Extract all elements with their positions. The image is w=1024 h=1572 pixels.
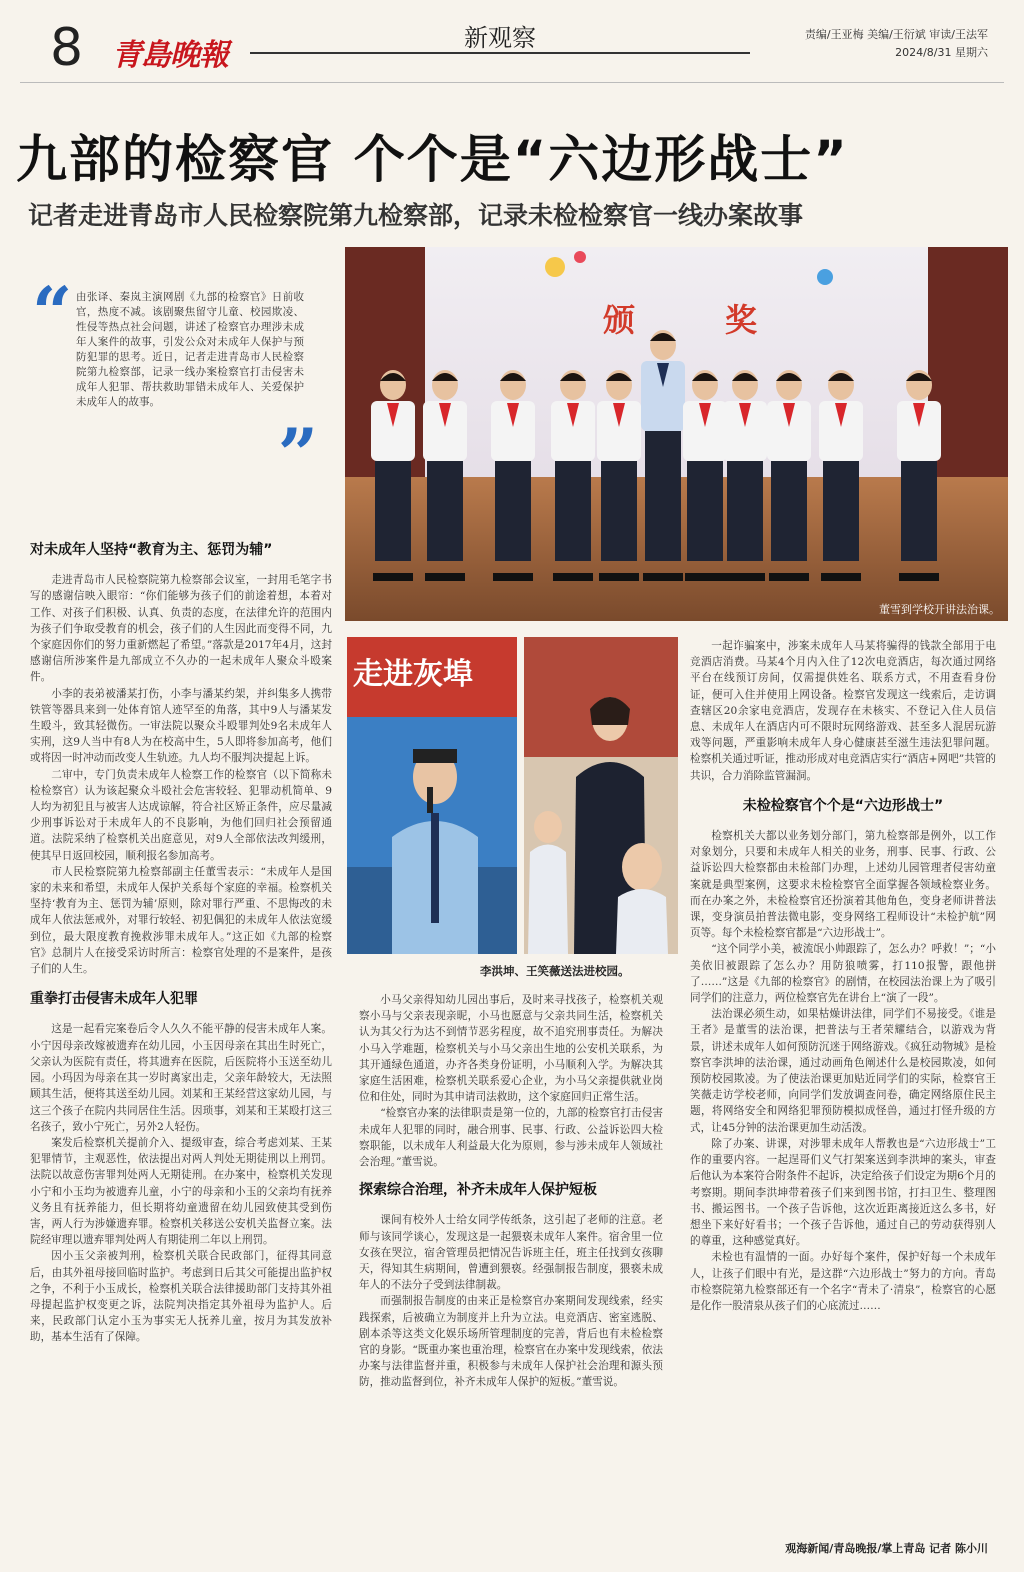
paragraph: 一起诈骗案中，涉案未成年人马某将骗得的钱款全部用于电竞酒店消费。马某4个月内入住了12次电竞酒店，每次通过网络平台在线预订房间，仅需提供姓名、联系方式，不用查看身份证，便可入住并使用上网设备。检察官发现这一线索后，走访调查辖区20余家电竞酒店，发现存在未核实、不登记入住人员信息、未成年人在酒店内可不限时玩网络游戏、甚至多人混居玩游戏等问题，严重影响未成年人身心健康甚至滋生违法犯罪问题。检察机关通过听证，推动形成对电竞酒店实行“酒店+网吧”共管的共识，合力消除监管漏洞。 bbox=[690, 640, 996, 782]
banner-text-2: 奖 bbox=[725, 301, 758, 339]
photo-speaker-woman bbox=[524, 637, 678, 954]
photo-speaker-man bbox=[347, 637, 517, 954]
paragraph: 除了办案、讲课，对涉罪未成年人帮教也是“六边形战士”工作的重要内容。一起逞哥们义气打架案送到李洪坤的案头，审查后他认为本案符合附条件不起诉，决定给孩子们设定为期6个月的考察期。期间李洪坤带着孩子们来到图书馆，打扫卫生、整理图书、搬运图书。一个孩子告诉他，这次近距离接近这么多书，好想坐下来好好看书；一个孩子告诉他，通过自己的劳动获得别人的尊重，这种感觉真好。 bbox=[690, 1137, 996, 1248]
quote-close-icon: ” bbox=[277, 413, 318, 496]
award-ceremony-illustration bbox=[345, 247, 1008, 621]
credits bbox=[805, 26, 988, 62]
quote-open-icon: “ bbox=[32, 271, 73, 354]
byline: 观海新闻/青岛晚报/掌上青岛 记者 陈小川 bbox=[785, 1542, 988, 1555]
paragraph: 法治课必须生动，如果枯燥讲法律，同学们不易接受。《谁是王者》是董雪的法治课，把普法与王者荣耀结合，以游戏为背景，讲述未成年人如何预防沉迷于网络游戏。《疯狂动物城》是检察官李洪坤的法治课，通过动画角色阐述什么是校园欺凌，如何预防校园欺凌。为了使法治课更加贴近同学们的实际，检察官王笑薇走访学校老师，向同学们发放调查问卷，确定网络原住民主题，将网络安全和网络犯罪预防模拟成怪兽，通过打怪升级的方式，让45分钟的法治课更加生动活泼。 bbox=[690, 1008, 996, 1134]
issue-date: 2024/8/31 星期六 bbox=[895, 46, 988, 59]
paragraph: 二审中，专门负责未成年人检察工作的检察官（以下简称未检检察官）认为该起聚众斗殴社会危害较轻、犯罪动机简单、9人均为初犯且与被害人达成谅解，符合社区矫正条件，应尽量减少刑事诉讼对于未成年人的不良影响，为他们回归社会预留通道。法院采纳了检察机关出庭意见，对9人全部依法改判缓刑，使其早日返回校园，顺利报名参加高考。 bbox=[30, 768, 332, 862]
section-heading-4: 未检检察官个个是“六边形战士” bbox=[742, 797, 944, 814]
column-3 bbox=[690, 638, 996, 1538]
section-rule bbox=[250, 52, 750, 54]
section-heading-3: 探索综合治理，补齐未成年人保护短板 bbox=[359, 1182, 597, 1199]
paragraph: 因小玉父亲被判刑，检察机关联合民政部门，征得其同意后，由其外祖母接回临时监护。考虑到日后其父可能提出监护权之争，不利于小玉成长，检察机关联合法律援助部门支持其外祖母提起监护权变更之诉，法院判决指定其外祖母为监护人。后来，民政部门认定小玉为事实无人抚养儿童，按月为其发放补助，基本生活有了保障。 bbox=[30, 1250, 332, 1344]
paragraph: 未检也有温情的一面。办好每个案件，保护好每一个未成年人，让孩子们眼中有光，是这群“六边形战士”努力的方向。青岛市检察院第九检察部还有一个名字“青未了·清泉”，检察官的心愿是化作一股清泉从孩子们的心底流过…… bbox=[690, 1251, 996, 1312]
masthead bbox=[0, 0, 1024, 80]
banner-walk-in: 走进灰埠 bbox=[353, 657, 473, 692]
paragraph: “这个同学小美，被流氓小帅跟踪了，怎么办？呼救！”；“小美依旧被跟踪了怎么办？用防狼喷雾，打110报警，跟他拼了……”这是《九部的检察官》的剧情，在校园法治课上为了吸引同学们的注意力，两位检察官先在讲台上“演了一段”。 bbox=[690, 943, 996, 1005]
photo-award-ceremony bbox=[345, 247, 1008, 621]
section-heading-1: 对未成年人坚持“教育为主、惩罚为辅” bbox=[30, 542, 273, 558]
paragraph: 而强制报告制度的由来正是检察官办案期间发现线索，经实践探索，后被确立为制度并上升为立法。电竞酒店、密室逃脱、剧本杀等这类文化娱乐场所管理制度的完善，背后也有未检检察官的身影。“既重办案也重治理，检察官在办案中发现线索，依法办案与法律监督并重，积极参与未成年人保护社会治理和源头预防，推动监督到位，补齐未成年人保护的短板。”董雪说。 bbox=[359, 1295, 663, 1389]
top-divider bbox=[20, 82, 1004, 83]
page-number: 8 bbox=[50, 18, 84, 78]
banner-text-1: 颁 bbox=[603, 301, 636, 339]
photo-main-caption: 董雪到学校开讲法治课。 bbox=[879, 603, 1000, 616]
paragraph: 市人民检察院第九检察部副主任董雪表示：“未成年人是国家的未来和希望，未成年人保护关系每个家庭的幸福。检察机关坚持‘教育为主、惩罚为辅’原则，除对罪行严重、不思悔改的未成年人依法惩戒外，对罪行较轻、初犯偶犯的未成年人依法宽缓到位，最大限度教育挽救涉罪未成年人。”这正如《九部的检察官》总制片人在接受采访时所言：检察官处理的不是案件，是孩子们的人生。 bbox=[30, 865, 332, 976]
paragraph: 检察机关大都以业务划分部门，第九检察部是例外，以工作对象划分，只要和未成年人相关的业务，刑事、民事、行政、公益诉讼四大检察都由未检部门办理，上述幼儿园管理者侵害幼童案就是典型案例，这要求未检检察官全面掌握各领域检察业务。而在办案之外，未检检察官还扮演着其他角色，变身老师讲普法课，变身演员拍普法微电影，变身网络工程师设计“未检护航”网页等。每个未检检察官都是“六边形战士”。 bbox=[690, 830, 996, 940]
paragraph: 小马父亲得知幼儿园出事后，及时来寻找孩子，检察机关观察小马与父亲表现亲昵，小马也愿意与父亲共同生活，检察机关认为其父行为达不到情节恶劣程度，故不追究刑事责任。为解决小马入学难题，检察机关与小马父亲出生地的公安机关联系，为其开通绿色通道，办齐各类身份证明，小马顺利入学。为解决其家庭生活困难，检察机关联系爱心企业，为小马父亲提供就业岗位和住处，同时为其申请司法救助，这个家庭回归正常生活。 bbox=[359, 994, 663, 1104]
paragraph: 这是一起看完案卷后令人久久不能平静的侵害未成年人案。小宁因母亲改嫁被遗弃在幼儿园，小玉因母亲在其出生时死亡，父亲认为医院有责任，将其遗弃在医院，后医院将小玉送至幼儿园。小玛因为母亲在其一岁时离家出走，父亲年龄较大，无法照顾其生活，便将其送至幼儿园。刘某和王某经营这家幼儿园，与这三个孩子在院内共同居住生活。因琐事，刘某和王某殴打这三名孩子，致小宁死亡，另外2人轻伤。 bbox=[30, 1023, 332, 1133]
speaker-woman-illustration bbox=[524, 637, 678, 954]
paragraph: 课间有校外人士给女同学传纸条，这引起了老师的注意。老师与该同学谈心，发现这是一起猥亵未成年人案件。宿舍里一位女孩在哭泣，宿舍管理员把情况告诉班主任，班主任找到女孩聊天，得知其生病期间，曾遭到猥亵。经强制报告制度，猥亵未成年人的不法分子受到法律制裁。 bbox=[359, 1214, 663, 1292]
headline: 九部的检察官 个个是“六边形战士” bbox=[16, 131, 849, 190]
paragraph: 案发后检察机关提前介入、提级审查，综合考虑刘某、王某犯罪情节，主观恶性，依法提出对两人判处无期徒刑以上刑罚。法院以故意伤害罪判处两人无期徒刑。在办案中，检察机关发现小宁和小玉均为被遗弃儿童，小宁的母亲和小玉的父亲均有抚养义务且有抚养能力，但长期将幼童遗留在幼儿园致使其受到伤害，两人行为涉嫌遗弃罪。检察机关移送公安机关监督立案。法院经审理以遗弃罪判处两人有期徒刑二年以上刑罚。 bbox=[30, 1136, 332, 1247]
newspaper-logo: 青島晚報 bbox=[112, 38, 228, 73]
paragraph: 小李的表弟被潘某打伤，小李与潘某约架，并纠集多人携带铁管等器具来到一处体育馆人迹罕至的角落，其中9人与潘某发生殴斗，致其轻微伤。一审法院以聚众斗殴罪判处9名未成年人实刑，这9人当中有8人为在校高中生，5人即将参加高考，他们或将因一时冲动而改变人生轨迹。九人均不服判决提起上诉。 bbox=[30, 687, 332, 765]
paragraph: 走进青岛市人民检察院第九检察部会议室，一封用毛笔字书写的感谢信映入眼帘：“你们能够为孩子们的前途着想，本着对工作、对孩子们积极、认真、负责的态度，在法律允许的范围内为孩子们争取受教育的机会，孩子们的人生因此而变得不同，九个家庭因你们的努力重新燃起了希望。”落款是2017年4月，这封感谢信所涉案件是九部成立不久办的一起未成年人聚众斗殴案件。 bbox=[30, 574, 332, 684]
subheadline: 记者走进青岛市人民检察院第九检察部，记录未检检察官一线办案故事 bbox=[28, 201, 804, 230]
photo-bottom-caption: 李洪坤、王笑薇送法进校园。 bbox=[480, 964, 630, 978]
paragraph: “检察官办案的法律职责是第一位的，九部的检察官打击侵害未成年人犯罪的同时，融合刑事、民事、行政、公益诉讼四大检察职能，以未成年人利益最大化为原则，参与涉未成年人领域社会治理。”董雪说。 bbox=[359, 1107, 663, 1169]
intro-text: 由张译、秦岚主演网剧《九部的检察官》日前收官，热度不减。该剧聚焦留守儿童、校园欺凌、性侵等热点社会问题，讲述了检察官办理涉未成年人案件的故事，引发公众对未成年人保护与预防犯罪的思考。近日，记者走进青岛市人民检察院第九检察部，记录一线办案检察官打击侵害未成年人犯罪、帮扶救助罪错未成年人、关爱保护未成年人的故事。 bbox=[76, 291, 304, 408]
editor-credits: 责编/王亚梅 美编/王衍斌 审读/王法军 bbox=[804, 28, 988, 41]
section-title: 新观察 bbox=[464, 24, 536, 52]
section-heading-2: 重拳打击侵害未成年人犯罪 bbox=[30, 991, 198, 1008]
intro-quote bbox=[30, 271, 330, 496]
column-2 bbox=[359, 992, 663, 1552]
column-1 bbox=[30, 534, 332, 1559]
